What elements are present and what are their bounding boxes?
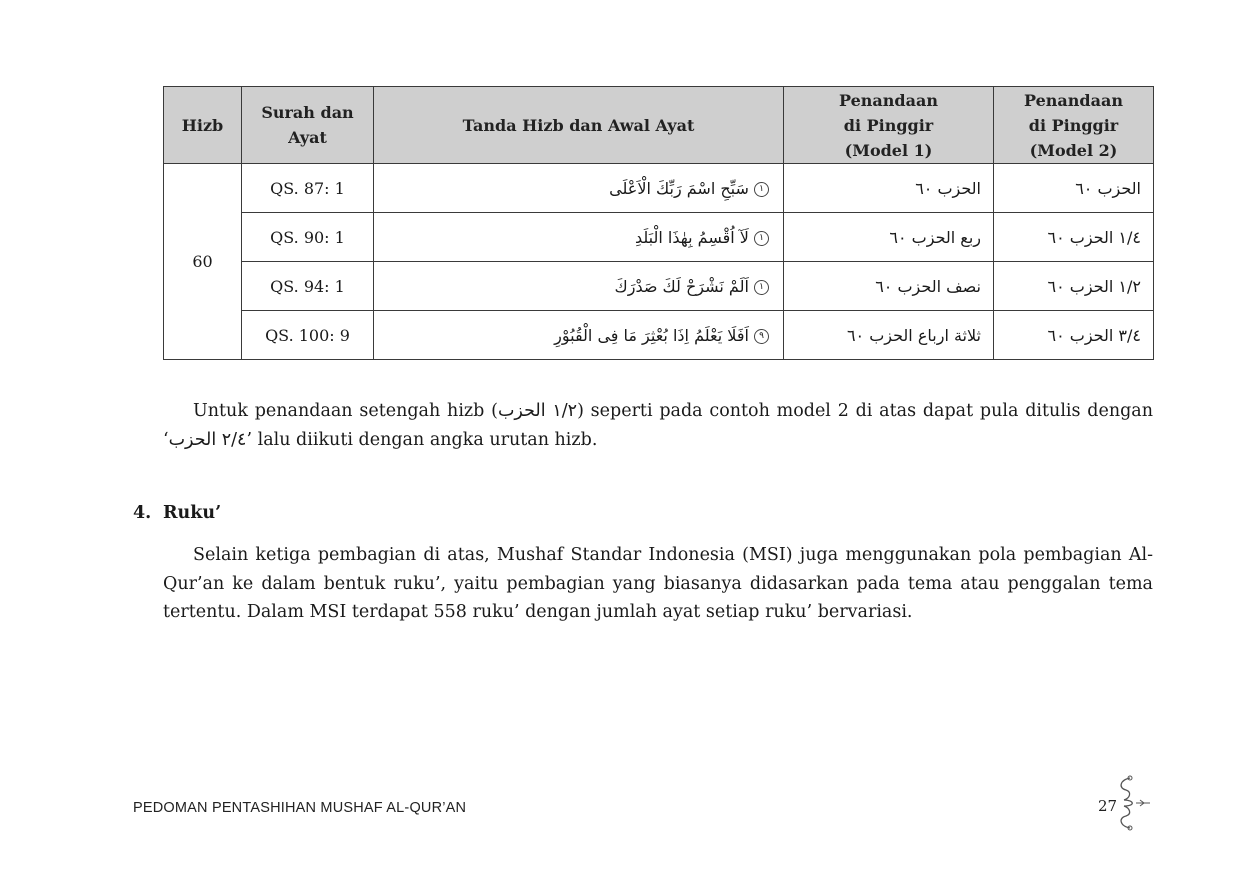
hizb-table: [163, 86, 1154, 360]
model2-cell: الحزب ٦٠: [994, 164, 1154, 213]
header-model1-line1: Penandaan: [839, 90, 938, 110]
table-row: [164, 213, 1154, 262]
table-row: [164, 311, 1154, 360]
header-surah: [242, 87, 374, 164]
table-row: [164, 262, 1154, 311]
surah-cell: QS. 94: 1: [242, 262, 374, 311]
header-model2: [994, 87, 1154, 164]
ayat-text: اَلَمْ نَشْرَحْ لَكَ صَدْرَكَ: [614, 276, 749, 296]
model1-cell: ربع الحزب ٦٠: [784, 213, 994, 262]
section-title: Ruku’: [163, 503, 222, 523]
ayah-marker-icon: ١: [754, 231, 769, 246]
model1-cell: نصف الحزب ٦٠: [784, 262, 994, 311]
section-number: 4.: [133, 503, 152, 523]
arabic-inline: ١/٢ الحزب: [497, 401, 578, 421]
surah-cell: QS. 100: 9: [242, 311, 374, 360]
section-heading: [133, 503, 221, 523]
table-header-row: [164, 87, 1154, 164]
paragraph-text: Untuk penandaan setengah hizb (: [193, 401, 498, 421]
ayat-cell: [374, 311, 784, 360]
surah-cell: QS. 87: 1: [242, 164, 374, 213]
footer-title: PEDOMAN PENTASHIHAN MUSHAF AL-QUR’AN: [133, 800, 467, 816]
header-hizb: [164, 87, 242, 164]
paragraph-ruku: Selain ketiga pembagian di atas, Mushaf Standar Indonesia (MSI) juga menggunakan pola pembagian Al-Qur’an ke dalam bentuk ruku’, yaitu pembagian yang biasanya didasarkan pada tema atau penggalan tema tertentu. Dalam MSI terdapat 558 ruku’ dengan jumlah ayat setiap ruku’ bervariasi.: [163, 545, 1153, 622]
ayat-text: لَآ اُقْسِمُ بِهٰذَا الْبَلَدِ: [634, 227, 749, 247]
table-row: [164, 164, 1154, 213]
paragraph-hizb-note: [163, 397, 1153, 454]
model2-cell: ٣/٤ الحزب ٦٠: [994, 311, 1154, 360]
ayat-cell: [374, 164, 784, 213]
ayah-marker-icon: ١: [754, 182, 769, 197]
ayat-cell: [374, 213, 784, 262]
ayah-marker-icon: ٩: [754, 329, 769, 344]
ayat-cell: [374, 262, 784, 311]
paragraph-text: ) seperti pada contoh model 2 di atas dapat pula ditulis dengan ‘: [163, 401, 1154, 450]
header-tanda-label: Tanda Hizb dan Awal Ayat: [462, 115, 695, 135]
model2-cell: ١/٤ الحزب ٦٠: [994, 213, 1154, 262]
header-surah-line1: Surah dan: [261, 103, 354, 122]
header-model2-line1: Penandaan: [1024, 90, 1123, 110]
hizb-number-cell: [164, 164, 242, 360]
ayah-marker-icon: ١: [754, 280, 769, 295]
header-model2-line3: (Model 2): [1029, 140, 1118, 160]
header-model1-line2: di Pinggir: [843, 115, 934, 135]
page-ornament-icon: [1110, 774, 1152, 832]
header-surah-line2: Ayat: [288, 128, 327, 147]
header-hizb-label: Hizb: [181, 115, 224, 135]
model1-cell: الحزب ٦٠: [784, 164, 994, 213]
arabic-inline: ٢/٤ الحزب: [168, 429, 247, 450]
hizb-number: 60: [192, 252, 213, 271]
header-model1-line3: (Model 1): [844, 140, 933, 160]
header-model1: [784, 87, 994, 164]
header-model2-line2: di Pinggir: [1028, 115, 1119, 135]
model1-cell: ثلاثة ارباع الحزب ٦٠: [784, 311, 994, 360]
ayat-text: اَفَلَا يَعْلَمُ اِذَا بُعْثِرَ مَا فِى الْقُبُوْرِ: [554, 325, 749, 345]
header-tanda: [374, 87, 784, 164]
page-number: 27: [1098, 797, 1118, 815]
model2-cell: ١/٢ الحزب ٦٠: [994, 262, 1154, 311]
paragraph-text: ’ lalu diikuti dengan angka urutan hizb.: [246, 429, 598, 450]
ayat-text: سَبِّحِ اسْمَ رَبِّكَ الْاَعْلَى: [609, 178, 749, 198]
surah-cell: QS. 90: 1: [242, 213, 374, 262]
